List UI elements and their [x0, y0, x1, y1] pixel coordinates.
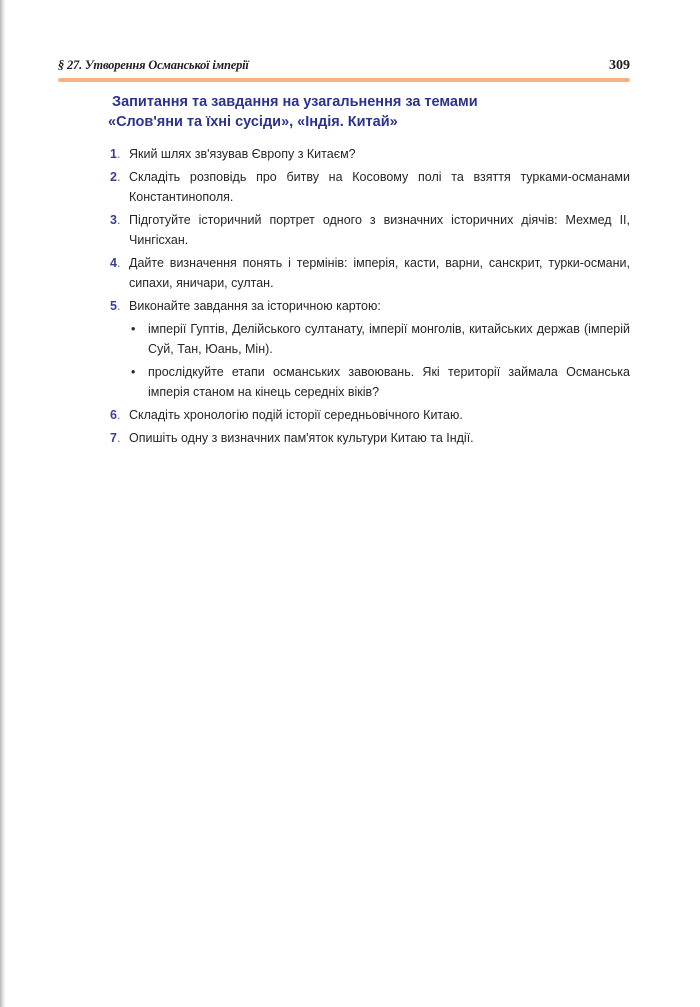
task-item-3: [110, 210, 630, 250]
task-item-6: [110, 405, 630, 425]
task-item-5: [110, 296, 630, 402]
bullet-icon: •: [131, 365, 136, 379]
task-list: [110, 144, 630, 451]
subitem-text: прослідкуйте етапи османських завоювань. Які території займала Османська імперія станом на кінець середніх віків?: [148, 365, 630, 399]
header-divider: [58, 78, 630, 82]
section-heading-line-2: «Слов'яни та їхні сусіди», «Індія. Китай»: [108, 114, 398, 130]
task-number: 4.: [110, 256, 121, 270]
task-item-4: [110, 253, 630, 293]
task-number: 7.: [110, 431, 121, 445]
task-number: 3.: [110, 213, 121, 227]
task-5-subitems: [129, 319, 630, 402]
page-edge-shadow: [0, 0, 5, 1007]
task-text: Складіть хронологію подій історії середньовічного Китаю.: [129, 408, 463, 422]
subitem-1: [129, 319, 630, 359]
running-header: [58, 58, 630, 78]
task-text: Підготуйте історичний портрет одного з визначних історичних діячів: Мехмед II, Чингісхан.: [129, 213, 630, 247]
page-number: 309: [609, 58, 630, 73]
task-item-2: [110, 167, 630, 207]
task-number: 1.: [110, 147, 121, 161]
task-text: Дайте визначення понять і термінів: імперія, касти, варни, санскрит, турки-османи, сипахи, яничари, султан.: [129, 256, 630, 290]
section-heading: [108, 92, 628, 132]
task-number: 6.: [110, 408, 121, 422]
running-title: § 27. Утворення Османської імперії: [58, 58, 249, 72]
task-item-7: [110, 428, 630, 448]
task-text: Виконайте завдання за історичною картою:: [129, 299, 381, 313]
task-number: 5.: [110, 299, 121, 313]
task-number: 2.: [110, 170, 121, 184]
task-item-1: [110, 144, 630, 164]
subitem-text: імперії Гуптів, Делійського султанату, імперії монголів, китайських держав (імперій Суй, Тан, Юань, Мін).: [148, 322, 630, 356]
task-text: Який шлях зв'язував Європу з Китаєм?: [129, 147, 356, 161]
task-text: Складіть розповідь про битву на Косовому полі та взяття турками-османами Константинополя.: [129, 170, 630, 204]
task-text: Опишіть одну з визначних пам'яток культури Китаю та Індії.: [129, 431, 474, 445]
subitem-2: [129, 362, 630, 402]
section-heading-line-1: Запитання та завдання на узагальнення за темами: [112, 94, 478, 110]
bullet-icon: •: [131, 322, 136, 336]
